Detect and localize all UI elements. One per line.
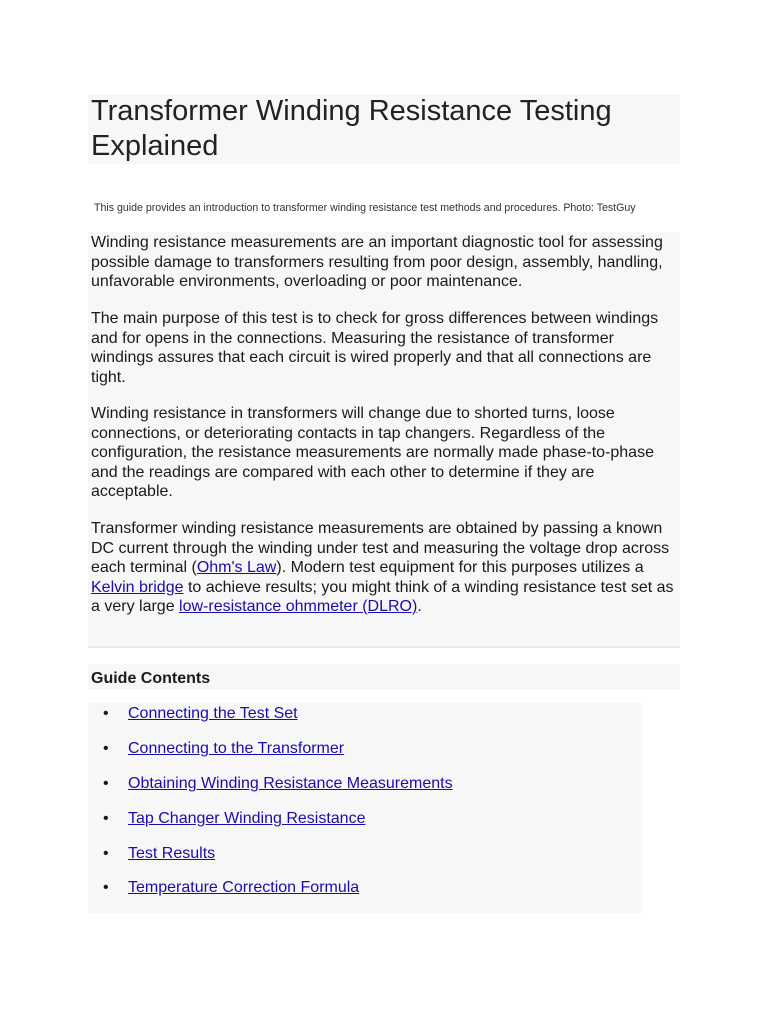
toc-link-tap-changer[interactable]: Tap Changer Winding Resistance: [128, 810, 366, 827]
paragraph-purpose: The main purpose of this test is to check for gross differences between windings and for opens in the connections. Measuring the resistance of transformer windings assures that each circuit is wired properly and that all connections are tight.: [91, 310, 659, 386]
paragraph-text: ). Modern test equipment for this purposes utilizes a: [276, 559, 644, 576]
paragraph-measurement-method: [91, 519, 679, 617]
toc-link-test-results[interactable]: Test Results: [128, 845, 216, 862]
paragraph-text: Transformer winding resistance measurements are obtained by passing a known DC current through the winding under test and measuring the voltage drop across each terminal (: [91, 520, 670, 576]
bullet-icon: •: [103, 879, 109, 896]
toc-link-connecting-test-set[interactable]: Connecting the Test Set: [128, 705, 298, 722]
bullet-icon: •: [103, 740, 109, 757]
toc-link-connecting-to-transformer[interactable]: Connecting to the Transformer: [128, 740, 345, 757]
bullet-icon: •: [103, 775, 109, 792]
page-title: Transformer Winding Resistance Testing Explained: [91, 95, 612, 162]
bullet-icon: •: [103, 845, 109, 862]
toc-link-obtaining-measurements[interactable]: Obtaining Winding Resistance Measurements: [128, 775, 453, 792]
photo-caption: This guide provides an introduction to transformer winding resistance test methods and procedures. Photo: TestGuy: [94, 202, 636, 214]
dlro-link[interactable]: low-resistance ohmmeter (DLRO): [179, 598, 418, 615]
paragraph-text: to achieve results; you might think of a winding resistance test set as a very large: [91, 578, 674, 615]
bullet-icon: •: [103, 705, 109, 722]
paragraph-resistance-changes: Winding resistance in transformers will change due to shorted turns, loose connections, or deteriorating contacts in tap changers. Regardless of the configuration, the resistance measurements are normally made phase-to-phase and the readings are compared with each other to determine if they are acceptable.: [91, 405, 654, 500]
bullet-icon: •: [103, 810, 109, 827]
guide-contents-heading: Guide Contents: [91, 670, 211, 687]
paragraph-intro: Winding resistance measurements are an important diagnostic tool for assessing possible damage to transformers resulting from poor design, assembly, handling, unfavorable environments, overloading or poor maintenance.: [91, 234, 663, 290]
toc-link-temperature-correction[interactable]: Temperature Correction Formula: [128, 879, 360, 896]
paragraph-text: .: [417, 598, 422, 615]
kelvin-bridge-link[interactable]: Kelvin bridge: [91, 578, 184, 596]
ohms-law-link[interactable]: Ohm's Law: [196, 559, 277, 576]
